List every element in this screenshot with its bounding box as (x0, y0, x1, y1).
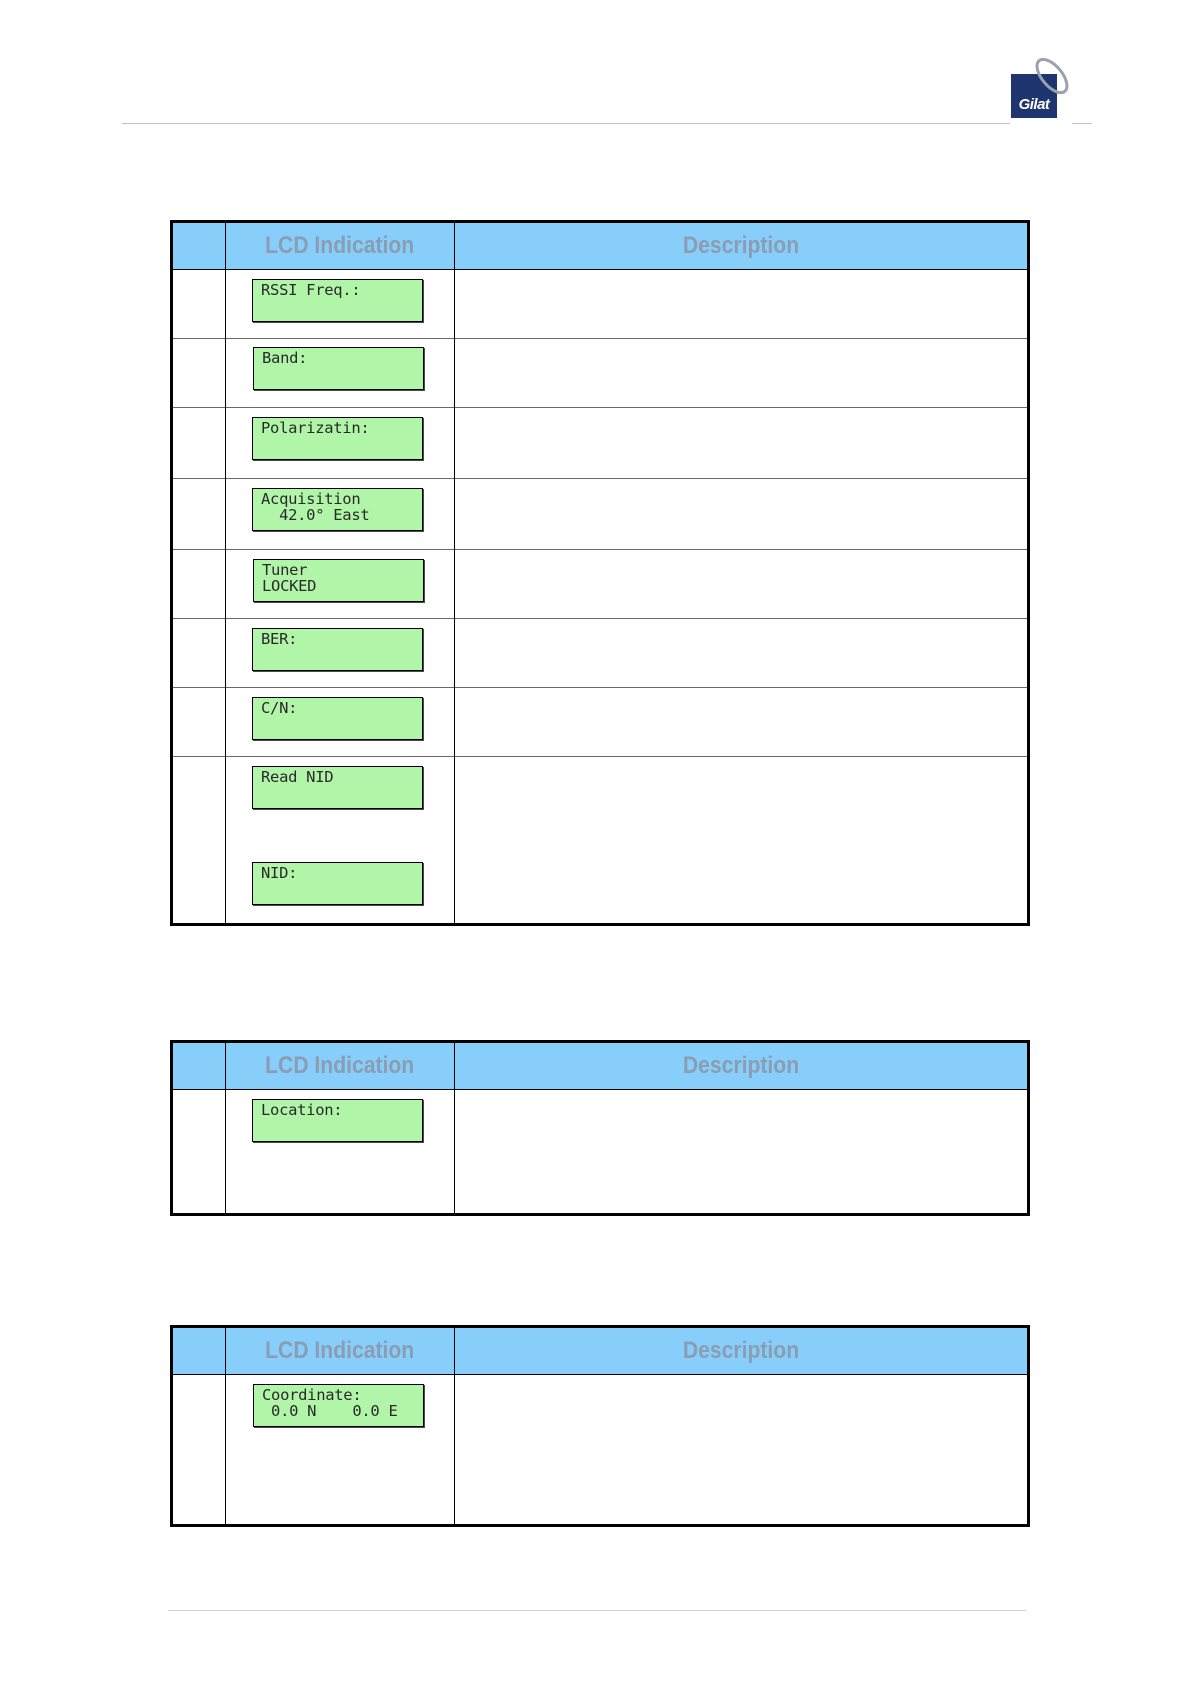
lcd-line-1: Coordinate: (262, 1386, 362, 1404)
table-row (172, 408, 1029, 479)
lcd-line-1: BER: (261, 630, 298, 648)
description-cell (455, 619, 1029, 688)
logo-text: Gilat (1018, 96, 1050, 113)
row-index-cell (172, 479, 226, 550)
description-cell (455, 479, 1029, 550)
lcd-line-1: NID: (261, 864, 298, 882)
lcd-line-1: Polarizatin: (261, 419, 370, 437)
row-index-cell (172, 550, 226, 619)
index-header (172, 1327, 226, 1375)
description-cell (455, 1375, 1029, 1526)
lcd-display-read-nid (252, 766, 423, 809)
description-cell (455, 688, 1029, 757)
header-rule (122, 123, 1010, 124)
table-row (172, 688, 1029, 757)
lcd-line-1: RSSI Freq.: (261, 281, 361, 299)
row-index-cell (172, 619, 226, 688)
description-cell (455, 550, 1029, 619)
lcd-display-nid (252, 862, 423, 905)
lcd-cell (226, 688, 455, 757)
description-cell (455, 1090, 1029, 1215)
row-index-cell (172, 1375, 226, 1526)
lcd-line-1: C/N: (261, 699, 298, 717)
lcd-display (252, 417, 423, 460)
lcd-table-1 (170, 220, 1030, 926)
table-header (172, 222, 1029, 270)
lcd-display (252, 697, 423, 740)
lcd-display (252, 488, 423, 531)
table-row (172, 1090, 1029, 1215)
lcd-table-2 (170, 1040, 1030, 1216)
lcd-table-3 (170, 1325, 1030, 1527)
table-row (172, 757, 1029, 925)
lcd-line-1: Acquisition (261, 490, 361, 508)
row-index-cell (172, 408, 226, 479)
lcd-display (253, 347, 424, 390)
index-header (172, 222, 226, 270)
lcd-cell (226, 408, 455, 479)
lcd-line-1: Band: (262, 349, 308, 367)
lcd-indication-header: LCD Indication (226, 1042, 455, 1090)
lcd-cell (226, 1090, 455, 1215)
row-index-cell (172, 688, 226, 757)
lcd-line-2: 0.0 N 0.0 E (262, 1402, 398, 1420)
row-index-cell (172, 270, 226, 339)
description-cell (455, 270, 1029, 339)
footer-rule (168, 1610, 1026, 1611)
description-cell (455, 408, 1029, 479)
row-index-cell (172, 1090, 226, 1215)
lcd-line-1: Read NID (261, 768, 334, 786)
description-cell (455, 339, 1029, 408)
lcd-cell (226, 479, 455, 550)
lcd-cell (226, 1375, 455, 1526)
table-header (172, 1327, 1029, 1375)
table-row (172, 1375, 1029, 1526)
lcd-display (253, 1384, 424, 1427)
lcd-line-2: 42.0° East (261, 506, 370, 524)
lcd-indication-header: LCD Indication (226, 222, 455, 270)
lcd-display (253, 559, 424, 602)
index-header (172, 1042, 226, 1090)
lcd-cell (226, 757, 455, 925)
lcd-indication-header: LCD Indication (226, 1327, 455, 1375)
lcd-cell (226, 550, 455, 619)
lcd-cell (226, 270, 455, 339)
gilat-logo (1005, 56, 1077, 124)
lcd-cell (226, 339, 455, 408)
table-row (172, 479, 1029, 550)
table-row (172, 550, 1029, 619)
row-index-cell (172, 757, 226, 925)
row-index-cell (172, 339, 226, 408)
table-header (172, 1042, 1029, 1090)
lcd-cell (226, 619, 455, 688)
lcd-display (252, 1099, 423, 1142)
description-header: Description (455, 1327, 1029, 1375)
description-cell (455, 757, 1029, 925)
table-row (172, 270, 1029, 339)
description-header: Description (455, 222, 1029, 270)
lcd-line-2: LOCKED (262, 577, 317, 595)
lcd-display (252, 279, 423, 322)
table-row (172, 339, 1029, 408)
lcd-display (252, 628, 423, 671)
table-row (172, 619, 1029, 688)
description-header: Description (455, 1042, 1029, 1090)
lcd-line-1: Tuner (262, 561, 308, 579)
lcd-line-1: Location: (261, 1101, 343, 1119)
